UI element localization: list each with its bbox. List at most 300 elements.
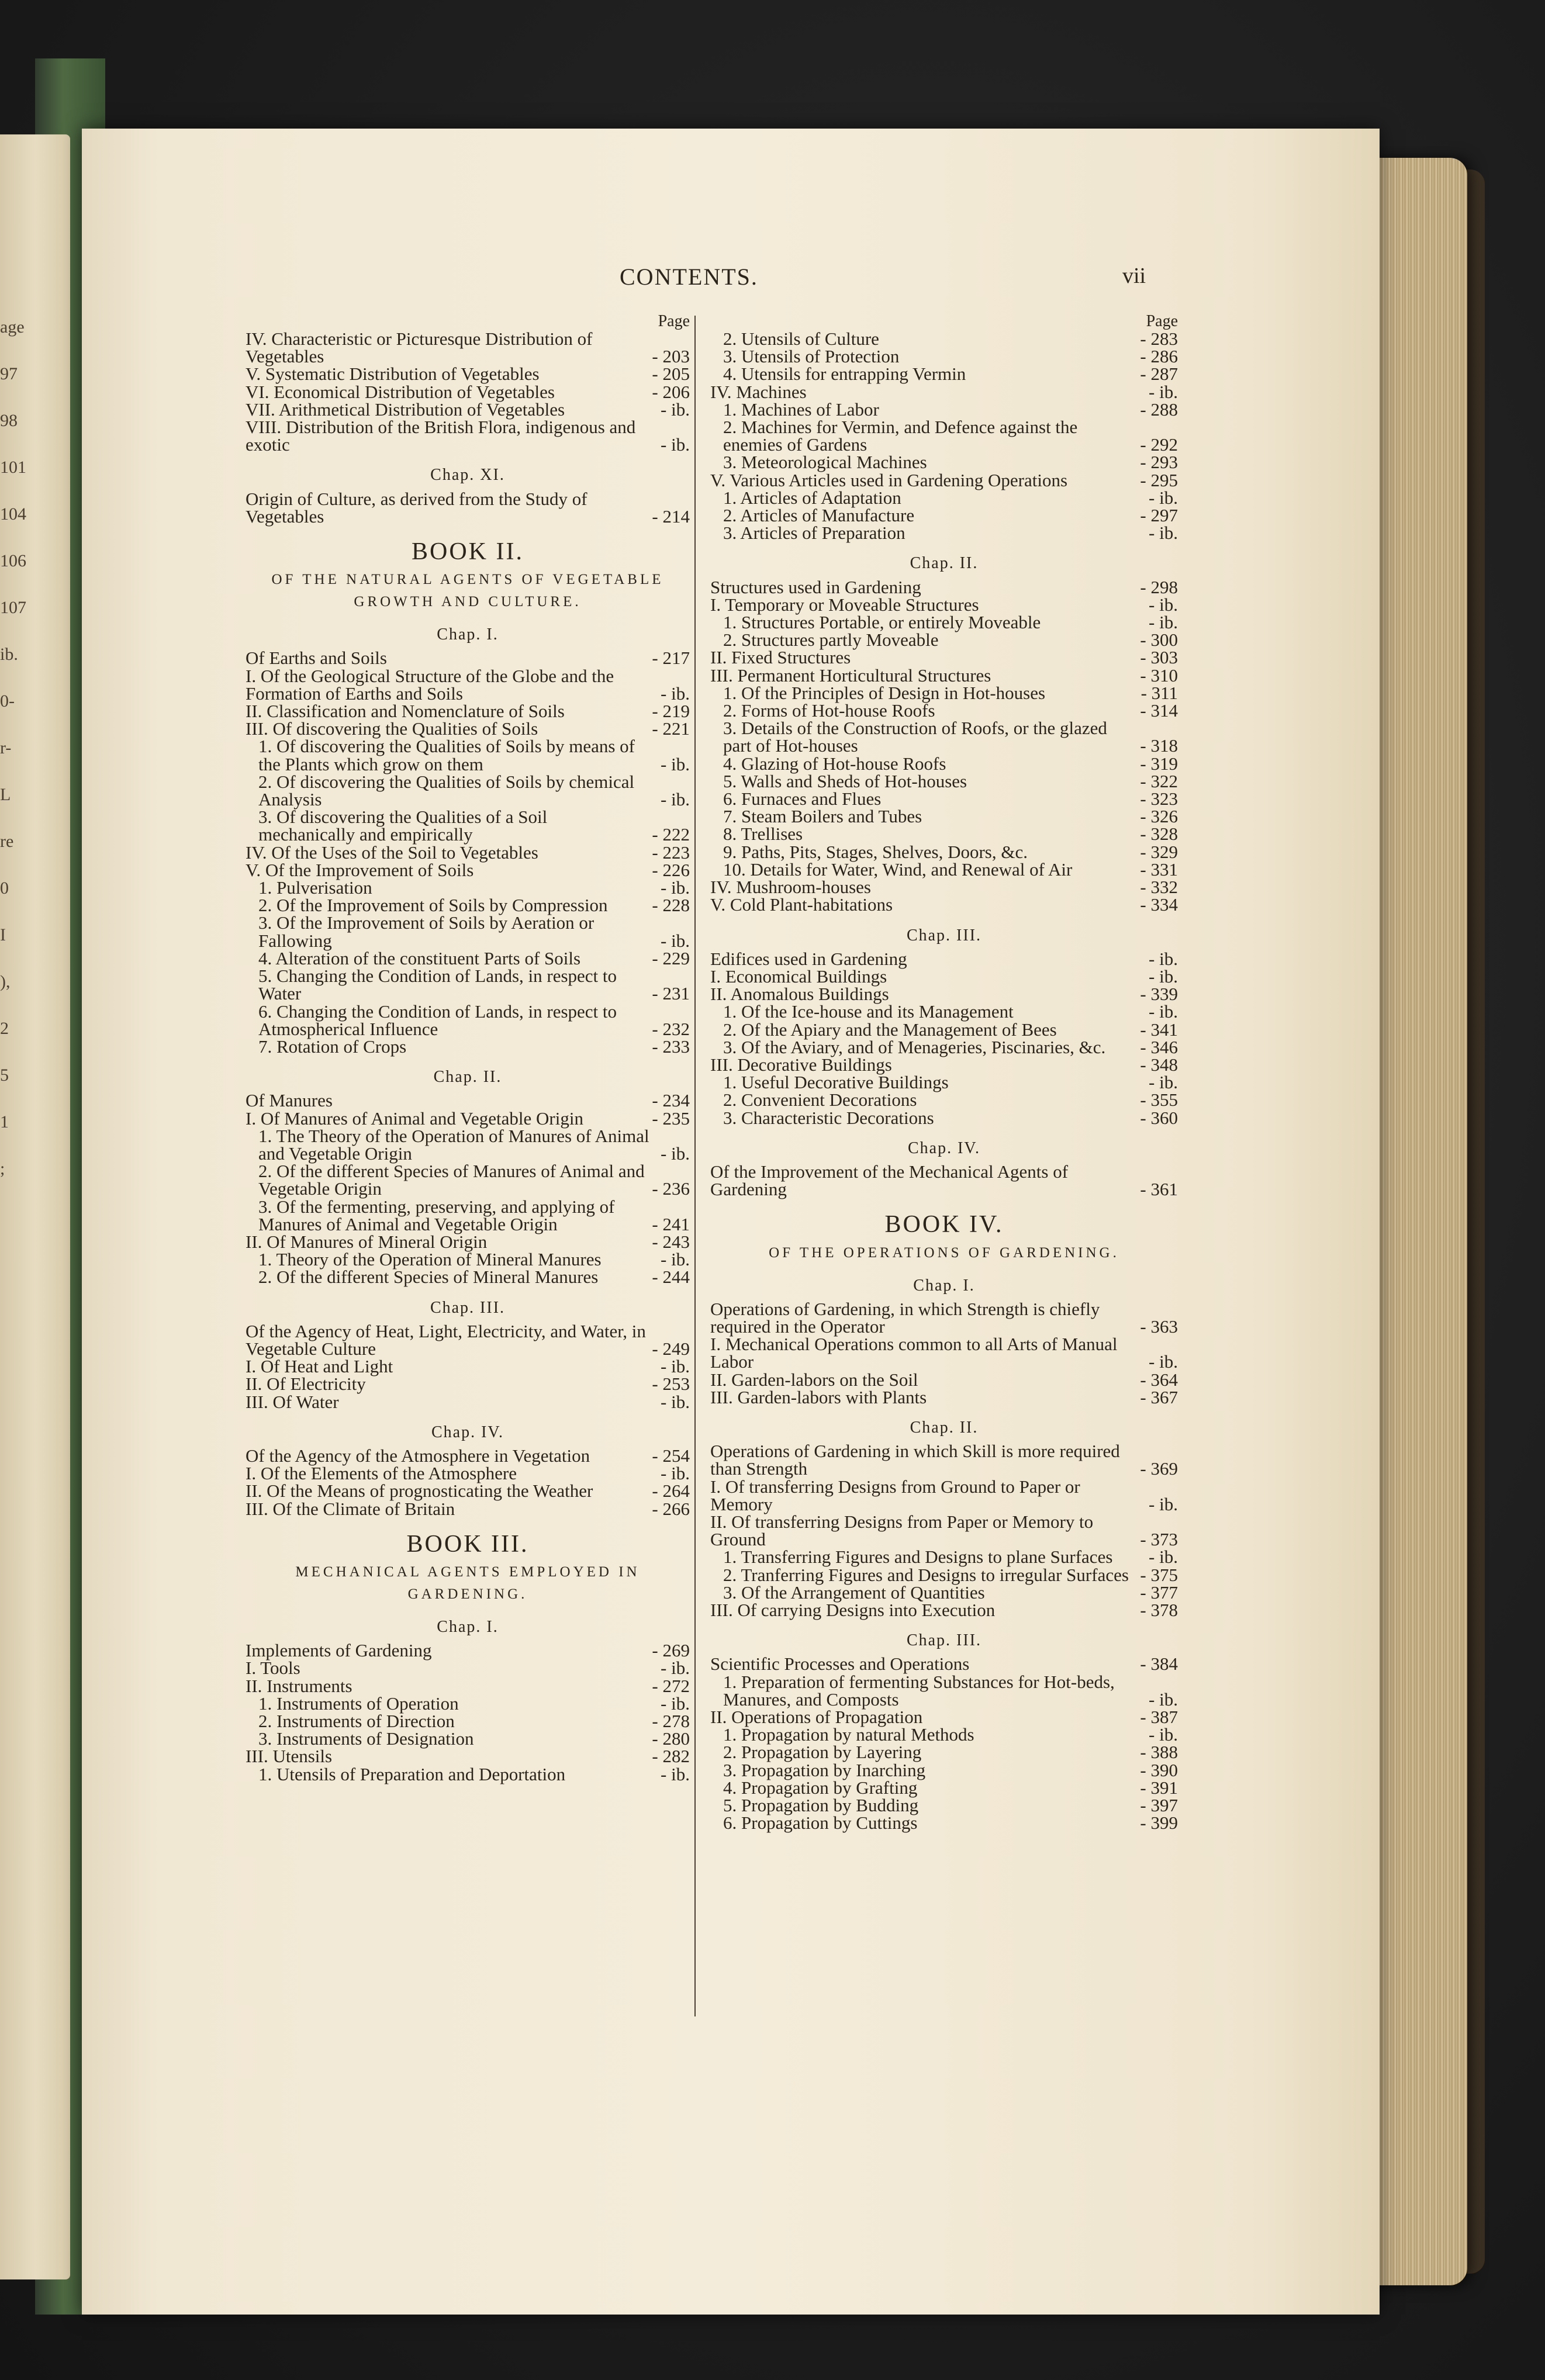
toc-entry-title: VII. Arithmetical Distribution of Vegetables	[246, 399, 565, 420]
toc-entry-title: V. Of the Improvement of Soils	[246, 859, 474, 880]
toc-entry	[710, 808, 1178, 825]
toc-entry	[710, 614, 1178, 631]
toc-entry-title: IV. Of the Uses of the Soil to Vegetables	[246, 842, 538, 863]
toc-entry-title: 2. Instruments of Direction	[258, 1711, 455, 1731]
toc-entry	[710, 968, 1178, 985]
toc-entry-title: 6. Changing the Condition of Lands, in respect to Atmospherical Influence	[258, 1001, 617, 1039]
toc-entry-page: - 339	[1134, 985, 1178, 1003]
toc-entry-page: - 269	[646, 1642, 690, 1659]
toc-entry	[246, 401, 690, 418]
toc-entry-title: 2. Machines for Vermin, and Defence against the enemies of Gardens	[723, 417, 1078, 455]
chapter-heading: Chap. I.	[437, 1617, 499, 1636]
toc-entry	[710, 1726, 1178, 1744]
toc-entry	[710, 1779, 1178, 1797]
toc-entry-page: - 390	[1134, 1762, 1178, 1779]
toc-entry-title: 1. Articles of Adaptation	[723, 487, 901, 508]
toc-entry-title: Of Manures	[246, 1090, 333, 1111]
toc-entry-page: - 272	[646, 1677, 690, 1695]
margin-fragment-text: 1	[0, 1112, 9, 1132]
toc-entry	[246, 1375, 690, 1393]
toc-entry-page: - 206	[646, 383, 690, 401]
toc-entry-page: - ib.	[1143, 1496, 1178, 1513]
toc-entry-page: - ib.	[1143, 1548, 1178, 1566]
toc-entry-title: 2. Structures partly Moveable	[723, 629, 939, 651]
toc-entry-title: IV. Characteristic or Picturesque Distribution of Vegetables	[246, 328, 593, 367]
toc-entry	[710, 755, 1178, 773]
toc-entry-page: - 205	[646, 365, 690, 383]
toc-entry	[246, 1268, 690, 1286]
book-heading: BOOK II.	[412, 538, 524, 566]
toc-entry-page: - 241	[646, 1216, 690, 1233]
toc-entry-title: II. Classification and Nomenclature of Soils	[246, 701, 565, 722]
toc-entry	[246, 773, 690, 808]
toc-entry	[710, 524, 1178, 542]
toc-entry-page: - 367	[1134, 1389, 1178, 1406]
book-heading: BOOK IV.	[884, 1211, 1004, 1239]
toc-entry	[246, 1092, 690, 1109]
toc-entry-page: - 323	[1134, 790, 1178, 808]
margin-fragment-text: L	[0, 785, 11, 804]
chapter-heading: Chap. II.	[433, 1068, 502, 1087]
toc-entry-title: III. Permanent Horticultural Structures	[710, 665, 991, 686]
toc-entry	[710, 1566, 1178, 1584]
toc-entry-page: - 234	[646, 1092, 690, 1109]
toc-entry	[710, 1163, 1178, 1198]
chapter-heading: Chap. III.	[906, 1631, 982, 1650]
toc-entry-page: - ib.	[1143, 489, 1178, 507]
toc-entry-title: Of the Agency of the Atmosphere in Vegetation	[246, 1445, 590, 1466]
toc-entry-page: - 244	[646, 1268, 690, 1286]
toc-entry	[710, 365, 1178, 383]
chapter-heading: Chap. IV.	[907, 1139, 981, 1157]
toc-entry-page: - ib.	[655, 1251, 690, 1268]
facing-page-fragment	[0, 304, 26, 1192]
toc-entry	[710, 1003, 1178, 1021]
margin-fragment-text: 98	[0, 411, 18, 430]
toc-entry-title: 2. Convenient Decorations	[723, 1089, 917, 1111]
toc-entry	[710, 401, 1178, 418]
toc-entry-title: I. Of Heat and Light	[246, 1356, 393, 1377]
toc-entry-title: 3. Propagation by Inarching	[723, 1759, 926, 1780]
contents-column-right	[710, 313, 1178, 1832]
toc-entry-title: II. Garden-labors on the Soil	[710, 1369, 918, 1390]
toc-entry-title: II. Instruments	[246, 1675, 352, 1696]
toc-entry	[246, 1677, 690, 1695]
toc-entry	[710, 631, 1178, 649]
toc-entry-title: Origin of Culture, as derived from the Study of Vegetables	[246, 488, 587, 527]
toc-entry-page: - 221	[646, 720, 690, 738]
toc-entry	[246, 1110, 690, 1127]
toc-entry-page: - 387	[1134, 1708, 1178, 1726]
toc-entry-title: 5. Propagation by Budding	[723, 1795, 919, 1816]
toc-entry-page: - ib.	[1143, 596, 1178, 614]
toc-entry	[710, 1074, 1178, 1091]
toc-entry	[246, 1659, 690, 1677]
toc-entry-page: - ib.	[1143, 383, 1178, 401]
toc-entry-title: 1. Machines of Labor	[723, 399, 879, 420]
toc-entry	[710, 1708, 1178, 1726]
toc-entry-page: - 328	[1134, 825, 1178, 843]
toc-entry	[710, 1109, 1178, 1127]
toc-entry-title: VIII. Distribution of the British Flora, indigenous and exotic	[246, 417, 636, 455]
toc-entry	[246, 383, 690, 401]
toc-entry	[710, 1300, 1178, 1336]
toc-entry	[710, 469, 1178, 490]
margin-fragment-text: ;	[0, 1159, 5, 1178]
book-subtitle: OF THE NATURAL AGENTS OF VEGETABLE GROWTH AND CULTURE.	[271, 572, 664, 610]
toc-entry-page: - 361	[1134, 1181, 1178, 1198]
toc-entry	[710, 770, 1178, 791]
toc-entry	[710, 454, 1178, 471]
toc-entry	[710, 1513, 1178, 1548]
page-number: vii	[1122, 264, 1146, 288]
toc-entry-title: I. Of the Geological Structure of the Globe and the Formation of Earths and Soils	[246, 665, 614, 704]
toc-entry-title: Of Earths and Soils	[246, 648, 387, 669]
toc-entry	[710, 790, 1178, 808]
toc-entry	[710, 418, 1178, 454]
toc-entry	[246, 1642, 690, 1659]
margin-fragment-text: 104	[0, 504, 26, 524]
book-heading: BOOK III.	[406, 1530, 529, 1558]
toc-entry-page: - 369	[1134, 1460, 1178, 1478]
toc-entry-page: - ib.	[655, 401, 690, 418]
toc-entry-title: 4. Alteration of the constituent Parts of Soils	[258, 947, 581, 968]
toc-entry-page: - 235	[646, 1110, 690, 1127]
book-subtitle: OF THE OPERATIONS OF GARDENING.	[769, 1244, 1119, 1261]
toc-entry-page: - 282	[646, 1748, 690, 1765]
toc-entry	[710, 576, 1178, 597]
toc-entry	[710, 1797, 1178, 1814]
toc-entry	[246, 897, 690, 914]
toc-entry	[710, 825, 1178, 843]
toc-entry-title: Of the Improvement of the Mechanical Agents of Gardening	[710, 1161, 1069, 1200]
margin-fragment-text: 5	[0, 1066, 9, 1085]
toc-entry-title: 1. Of the Principles of Design in Hot-houses	[723, 682, 1046, 703]
toc-entry	[710, 667, 1178, 684]
toc-entry-page: - 300	[1134, 631, 1178, 649]
toc-entry	[246, 1500, 690, 1518]
toc-entry	[710, 1744, 1178, 1761]
toc-entry	[246, 490, 690, 525]
toc-entry-title: 3. Details of the Construction of Roofs, or the glazed part of Hot-houses	[723, 718, 1107, 756]
toc-entry	[710, 1478, 1178, 1513]
toc-entry-page: - 217	[646, 649, 690, 667]
contents-column-left	[246, 313, 690, 1783]
toc-entry-title: Operations of Gardening, in which Strength is chiefly required in the Operator	[710, 1298, 1100, 1337]
toc-entry	[246, 1163, 690, 1198]
margin-fragment-text: re	[0, 832, 14, 851]
toc-entry-title: III. Of carrying Designs into Execution	[710, 1600, 996, 1620]
toc-entry-title: 1. Utensils of Preparation and Deportation	[258, 1763, 566, 1784]
toc-entry-page: - 298	[1134, 579, 1178, 596]
toc-entry-page: - ib.	[655, 879, 690, 897]
toc-entry	[246, 967, 690, 1002]
toc-entry-title: 3. Of discovering the Qualities of a Soil mechanically and empirically	[258, 807, 548, 845]
toc-entry	[246, 649, 690, 667]
toc-entry-page: - 249	[646, 1340, 690, 1358]
toc-entry-page: - ib.	[1143, 1726, 1178, 1744]
toc-entry-title: 3. Of the Improvement of Soils by Aeration or Fallowing	[258, 912, 595, 951]
toc-entry-page: - 397	[1134, 1797, 1178, 1814]
toc-entry	[710, 1371, 1178, 1389]
toc-entry	[246, 1320, 690, 1359]
toc-entry-page: - ib.	[1143, 1353, 1178, 1371]
toc-entry-page: - 228	[646, 897, 690, 914]
toc-entry-title: 1. Propagation by natural Methods	[723, 1724, 974, 1745]
toc-entry-title: 1. Structures Portable, or entirely Moveable	[723, 612, 1041, 633]
toc-entry	[246, 1233, 690, 1251]
toc-entry	[710, 684, 1178, 702]
toc-entry-title: 2. Of discovering the Qualities of Soils by chemical Analysis	[258, 771, 635, 810]
margin-fragment-text: 101	[0, 458, 26, 477]
toc-entry-title: I. Of transferring Designs from Ground to Paper or Memory	[710, 1476, 1080, 1514]
toc-entry	[710, 649, 1178, 666]
toc-entry-page: - 332	[1134, 878, 1178, 896]
toc-entry-page: - 293	[1134, 454, 1178, 471]
margin-fragment-text: 107	[0, 598, 26, 617]
toc-entry	[246, 330, 690, 365]
toc-entry-page: - 378	[1134, 1601, 1178, 1619]
page-column-label: Page	[1146, 312, 1178, 330]
toc-entry-page: - ib.	[655, 1695, 690, 1713]
toc-entry	[710, 1814, 1178, 1832]
toc-entry-title: 2. Articles of Manufacture	[723, 505, 915, 526]
toc-entry-title: 3. Articles of Preparation	[723, 523, 905, 544]
toc-entry	[710, 596, 1178, 614]
toc-entry-page: - 310	[1134, 667, 1178, 684]
toc-entry-page: - 232	[646, 1021, 690, 1038]
toc-entry	[246, 1393, 690, 1411]
toc-entry-page: - 377	[1134, 1584, 1178, 1601]
margin-fragment-text: 97	[0, 364, 18, 383]
toc-entry-title: 5. Changing the Condition of Lands, in respect to Water	[258, 966, 617, 1004]
toc-entry-title: II. Operations of Propagation	[710, 1707, 923, 1728]
toc-entry-page: - 264	[646, 1482, 690, 1500]
toc-entry-title: 3. Of the Aviary, and of Menageries, Piscinaries, &c.	[723, 1036, 1106, 1057]
toc-entry-page: - ib.	[655, 1145, 690, 1163]
toc-entry-page: - ib.	[1143, 524, 1178, 542]
toc-entry-title: 8. Trellises	[723, 824, 803, 845]
toc-entry	[710, 1584, 1178, 1601]
toc-entry-page: - 346	[1134, 1039, 1178, 1056]
page-column-label: Page	[658, 312, 690, 330]
toc-entry-page: - 223	[646, 844, 690, 862]
toc-entry-title: 1. Of the Ice-house and its Management	[723, 1001, 1014, 1022]
toc-entry-page: - ib.	[655, 932, 690, 950]
toc-entry	[710, 1655, 1178, 1673]
toc-entry	[246, 418, 690, 454]
toc-entry-title: II. Of the Means of prognosticating the Weather	[246, 1480, 593, 1502]
column-rule	[694, 316, 696, 2016]
chapter-heading: Chap. II.	[910, 1418, 979, 1437]
toc-entry-page: - 375	[1134, 1566, 1178, 1584]
toc-entry-page: - 363	[1134, 1318, 1178, 1336]
toc-entry-page: - 229	[646, 950, 690, 967]
toc-entry-page: - ib.	[655, 1358, 690, 1375]
toc-entry	[246, 1038, 690, 1056]
toc-entry-title: V. Cold Plant-habitations	[710, 894, 893, 915]
toc-entry-title: 1. The Theory of the Operation of Manures of Animal and Vegetable Origin	[258, 1125, 649, 1164]
toc-entry	[246, 1695, 690, 1713]
toc-entry-page: - 214	[646, 508, 690, 525]
toc-entry	[710, 348, 1178, 365]
toc-entry	[246, 365, 690, 383]
toc-entry-title: 1. Instruments of Operation	[258, 1693, 459, 1714]
toc-entry	[710, 507, 1178, 524]
toc-entry-page: - ib.	[1143, 1003, 1178, 1021]
toc-entry-title: I. Tools	[246, 1658, 300, 1679]
toc-entry-title: Implements of Gardening	[246, 1640, 432, 1661]
toc-entry-title: 1. Preparation of fermenting Substances for Hot-beds, Manures, and Composts	[723, 1671, 1115, 1710]
toc-entry-title: 7. Rotation of Crops	[258, 1036, 407, 1057]
toc-entry	[246, 1251, 690, 1268]
toc-entry-page: - 226	[646, 862, 690, 879]
toc-entry	[710, 702, 1178, 719]
toc-entry-title: Edifices used in Gardening	[710, 948, 907, 969]
toc-entry-title: 9. Paths, Pits, Stages, Shelves, Doors, &c.	[723, 841, 1028, 862]
toc-entry	[710, 1091, 1178, 1109]
chapter-heading: Chap. XI.	[430, 466, 505, 485]
toc-entry-page: - 334	[1134, 896, 1178, 914]
toc-entry-page: - 364	[1134, 1371, 1178, 1389]
toc-entry-title: II. Of Manures of Mineral Origin	[246, 1231, 488, 1252]
margin-fragment-text: ib.	[0, 645, 18, 664]
toc-entry-page: - ib.	[1143, 950, 1178, 968]
toc-entry-page: - 319	[1134, 755, 1178, 773]
toc-entry-title: 3. Of the fermenting, preserving, and applying of Manures of Animal and Vegetable Origin	[258, 1196, 615, 1234]
toc-entry-page: - ib.	[1143, 1074, 1178, 1091]
toc-entry-page: - 295	[1134, 472, 1178, 489]
toc-entry-page: - 203	[646, 348, 690, 365]
toc-entry	[710, 383, 1178, 401]
margin-fragment-text: I	[0, 925, 6, 945]
toc-entry	[246, 1763, 690, 1784]
toc-entry	[246, 720, 690, 738]
toc-entry-page: - 292	[1134, 436, 1178, 454]
running-head: CONTENTS.	[620, 264, 758, 290]
toc-entry-page: - ib.	[1143, 614, 1178, 631]
toc-entry-title: 3. Characteristic Decorations	[723, 1107, 934, 1128]
margin-fragment-text: age	[0, 317, 25, 337]
toc-entry-title: 3. Of the Arrangement of Quantities	[723, 1582, 985, 1603]
toc-entry	[710, 1386, 1178, 1407]
toc-entry-title: 1. Of discovering the Qualities of Soils by means of the Plants which grow on them	[258, 736, 635, 774]
toc-entry-title: 2. Of the Apiary and the Management of Bees	[723, 1019, 1057, 1040]
chapter-heading: Chap. III.	[906, 926, 982, 945]
toc-entry	[710, 1442, 1178, 1478]
toc-entry	[710, 330, 1178, 348]
toc-entry	[246, 1447, 690, 1465]
toc-entry-title: 6. Propagation by Cuttings	[723, 1812, 918, 1834]
toc-entry-page: - 254	[646, 1447, 690, 1465]
toc-entry-title: Operations of Gardening in which Skill is more required than Strength	[710, 1441, 1120, 1479]
toc-entry	[710, 1673, 1178, 1708]
toc-entry	[246, 738, 690, 773]
toc-entry-page: - ib.	[655, 1659, 690, 1677]
toc-entry-title: II. Of transferring Designs from Paper or Memory to Ground	[710, 1511, 1094, 1550]
toc-entry-page: - ib.	[655, 685, 690, 703]
chapter-heading: Chap. II.	[910, 554, 979, 573]
toc-entry-page: - 236	[646, 1180, 690, 1198]
toc-entry-title: 2. Utensils of Culture	[723, 328, 879, 349]
toc-entry-title: IV. Machines	[710, 381, 807, 402]
toc-entry-page: - 219	[646, 703, 690, 720]
toc-entry-title: II. Anomalous Buildings	[710, 984, 889, 1005]
toc-entry-title: 3. Utensils of Protection	[723, 346, 900, 367]
toc-entry	[246, 879, 690, 897]
toc-entry-page: - 384	[1134, 1655, 1178, 1673]
toc-entry	[710, 878, 1178, 896]
toc-entry	[710, 489, 1178, 507]
toc-entry-title: 4. Propagation by Grafting	[723, 1777, 918, 1798]
toc-entry	[246, 1127, 690, 1163]
toc-entry-title: 4. Glazing of Hot-house Roofs	[723, 753, 946, 774]
toc-entry-title: 2. Of the Improvement of Soils by Compression	[258, 895, 608, 916]
toc-entry	[246, 914, 690, 949]
toc-entry-page: - 222	[646, 826, 690, 843]
toc-entry	[710, 719, 1178, 755]
toc-entry	[246, 808, 690, 843]
toc-entry-page: - 280	[646, 1730, 690, 1748]
toc-entry-title: Of the Agency of Heat, Light, Electricity, and Water, in Vegetable Culture	[246, 1320, 646, 1359]
toc-entry-title: 3. Meteorological Machines	[723, 452, 927, 473]
toc-entry-page: - 341	[1134, 1021, 1178, 1039]
toc-entry	[710, 950, 1178, 968]
toc-entry	[710, 896, 1178, 914]
toc-entry-title: 2. Of the different Species of Mineral Manures	[258, 1267, 599, 1288]
toc-entry-page: - 253	[646, 1375, 690, 1393]
chapter-heading: Chap. I.	[913, 1276, 975, 1295]
toc-entry-page: - 286	[1134, 348, 1178, 365]
toc-entry-title: III. Of discovering the Qualities of Soils	[246, 718, 538, 739]
chapter-heading: Chap. IV.	[431, 1423, 504, 1441]
toc-entry-title: V. Systematic Distribution of Vegetables	[246, 364, 540, 385]
margin-fragment-text: 2	[0, 1019, 9, 1038]
toc-entry	[710, 985, 1178, 1003]
toc-entry-title: 1. Pulverisation	[258, 877, 372, 898]
toc-entry-title: III. Of the Climate of Britain	[246, 1498, 455, 1519]
toc-entry-page: - 322	[1134, 773, 1178, 790]
margin-fragment-text: 0-	[0, 691, 15, 711]
toc-entry-page: - ib.	[655, 1465, 690, 1482]
toc-entry-title: 1. Theory of the Operation of Mineral Manures	[258, 1249, 602, 1270]
margin-fragment-text: 0	[0, 878, 9, 898]
toc-entry	[246, 859, 690, 880]
toc-entry-title: III. Of Water	[246, 1391, 339, 1412]
toc-entry-title: Structures used in Gardening	[710, 576, 921, 597]
toc-entry-page: - 297	[1134, 507, 1178, 524]
toc-entry	[246, 1713, 690, 1730]
toc-entry-title: 2. Tranferring Figures and Designs to irregular Surfaces	[723, 1564, 1129, 1585]
toc-entry-page: - ib.	[655, 791, 690, 808]
toc-entry-title: I. Of Manures of Animal and Vegetable Origin	[246, 1108, 583, 1129]
toc-entry-page: - 318	[1134, 737, 1178, 755]
toc-entry	[246, 1730, 690, 1748]
toc-entry-page: - 331	[1134, 861, 1178, 878]
toc-entry-page: - 326	[1134, 808, 1178, 825]
toc-entry-title: 3. Instruments of Designation	[258, 1728, 474, 1749]
toc-entry-page: - 314	[1134, 702, 1178, 719]
toc-entry-title: 1. Useful Decorative Buildings	[723, 1072, 949, 1093]
chapter-heading: Chap. III.	[430, 1298, 506, 1317]
toc-entry-title: 2. Forms of Hot-house Roofs	[723, 700, 935, 721]
toc-entry-page: - 355	[1134, 1091, 1178, 1109]
toc-entry-page: - 388	[1134, 1744, 1178, 1761]
toc-entry-page: - 266	[646, 1500, 690, 1518]
toc-entry	[710, 1036, 1178, 1057]
toc-entry-title: I. Of the Elements of the Atmosphere	[246, 1463, 517, 1484]
toc-entry-page: - ib.	[1143, 968, 1178, 985]
